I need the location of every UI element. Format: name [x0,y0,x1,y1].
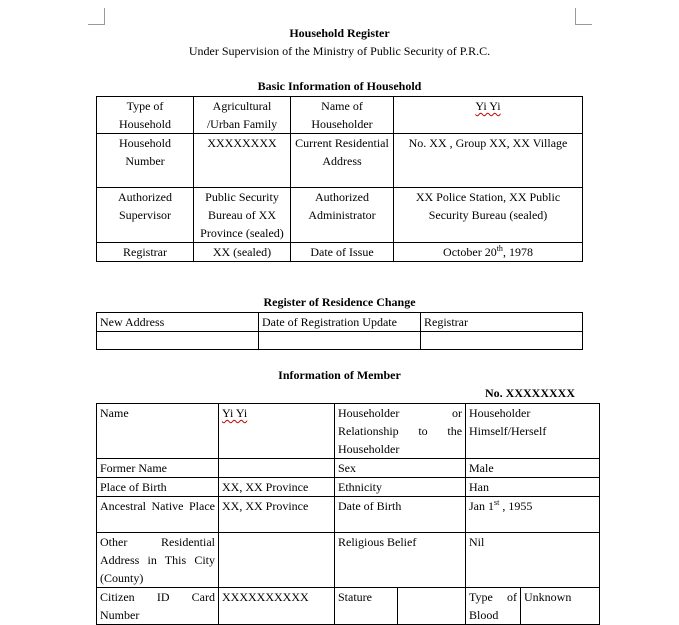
number-label: Household Number [97,134,194,188]
supervisor-value: Public Security Bureau of XX Province (sealed) [194,188,291,243]
issue-date-label: Date of Issue [291,243,394,262]
ethnicity-label: Ethnicity [335,478,466,497]
member-number: No. XXXXXXXX [485,386,575,400]
basic-info-table [96,96,583,262]
residence-change-table [96,312,583,350]
registrar-value: XX (sealed) [194,243,291,262]
administrator-value: XX Police Station, XX Public Security Bureau (sealed) [394,188,583,243]
ethnicity-value: Han [466,478,600,497]
id-card-label: Citizen ID Card Number [97,588,219,625]
dob-label: Date of Birth [335,497,466,533]
page-corner-mark-right [575,8,592,25]
sex-value: Male [466,459,600,478]
registrar-label: Registrar [97,243,194,262]
name-value: Yi Yi [222,406,248,420]
relation-label: Householder or Relationship to the Householder [335,404,466,459]
member-info-table [96,403,600,625]
registration-date-header: Date of Registration Update [259,313,421,332]
ancestral-place-value: XX, XX Province [219,497,335,533]
number-value: XXXXXXXX [194,134,291,188]
householder-value: Yi Yi [475,99,501,113]
other-address-label: Other Residential Address in This City (County) [97,533,219,588]
type-value: Agricultural /Urban Family [194,97,291,134]
id-card-value: XXXXXXXXXX [219,588,335,625]
former-name-label: Former Name [97,459,219,478]
birthplace-label: Place of Birth [97,478,219,497]
document-title: Household Register [289,26,390,40]
former-name-value [219,459,335,478]
ancestral-place-label: Ancestral Native Place [97,497,219,533]
stature-value [398,588,466,625]
issue-date-value: October 20th, 1978 [394,243,583,262]
birthplace-value: XX, XX Province [219,478,335,497]
address-label: Current Residential Address [291,134,394,188]
new-address-cell [97,332,259,350]
relation-value: Householder Himself/Herself [466,404,600,459]
address-value: No. XX , Group XX, XX Village [394,134,583,188]
administrator-label: Authorized Administrator [291,188,394,243]
change-registrar-header: Registrar [421,313,583,332]
basic-info-heading: Basic Information of Household [257,79,422,93]
religion-label: Religious Belief [335,533,466,588]
dob-value: Jan 1st , 1955 [466,497,600,533]
other-address-value [219,533,335,588]
blood-type-value: Unknown [521,588,600,625]
member-info-heading: Information of Member [278,368,401,382]
blood-type-label: Type of Blood [466,588,521,625]
sex-label: Sex [335,459,466,478]
stature-label: Stature [335,588,398,625]
householder-label: Name of Householder [291,97,394,134]
registration-date-cell [259,332,421,350]
name-label: Name [97,404,219,459]
residence-change-heading: Register of Residence Change [263,295,416,309]
page-corner-mark-left [88,8,105,25]
document-subtitle: Under Supervision of the Ministry of Public Security of P.R.C. [188,44,491,58]
supervisor-label: Authorized Supervisor [97,188,194,243]
type-label: Type of Household [97,97,194,134]
religion-value: Nil [466,533,600,588]
change-registrar-cell [421,332,583,350]
new-address-header: New Address [97,313,259,332]
